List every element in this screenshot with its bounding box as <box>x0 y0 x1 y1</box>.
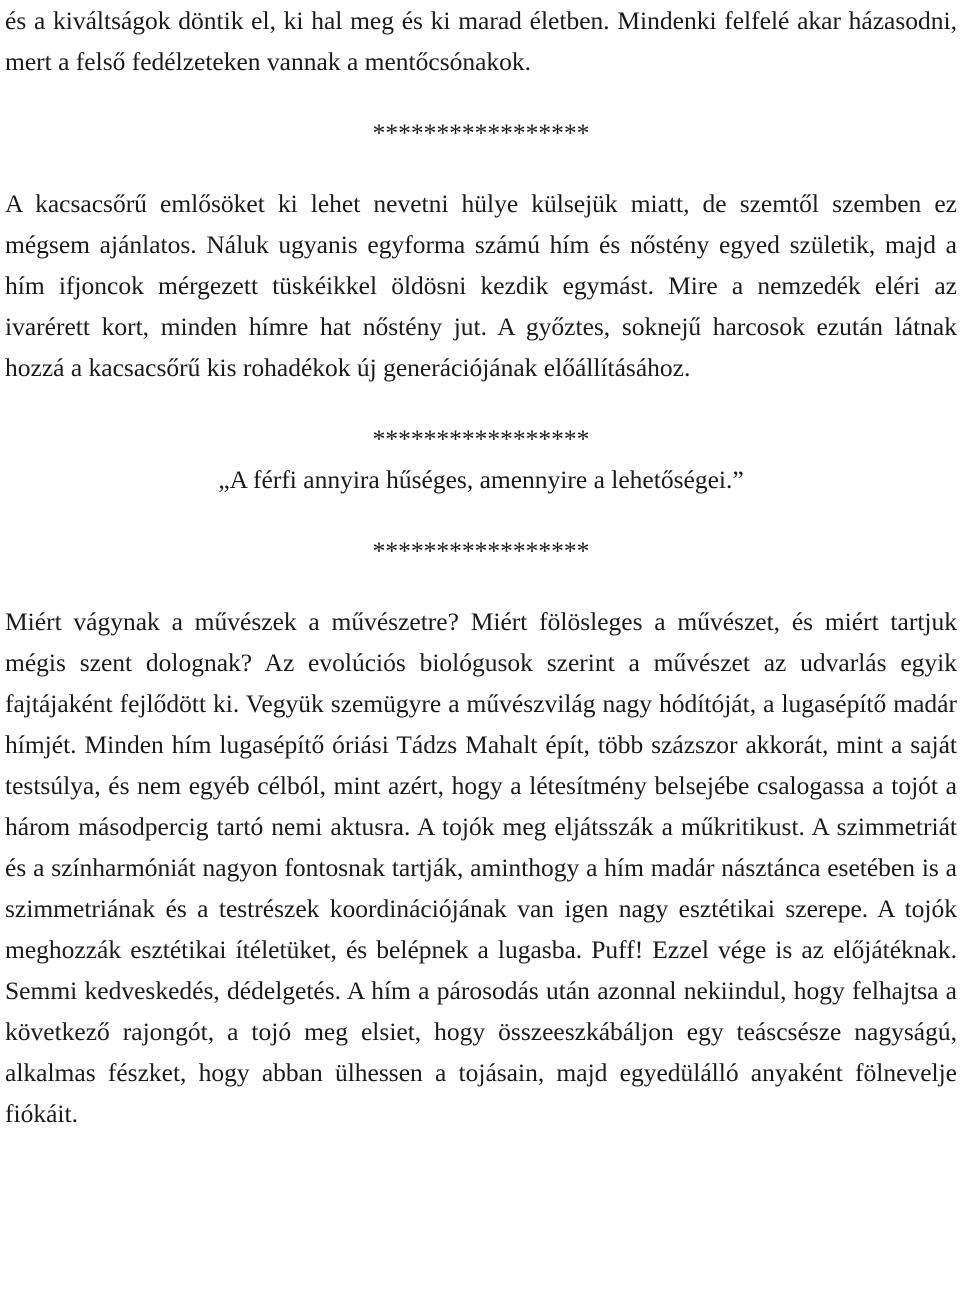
spacer <box>5 571 957 601</box>
paragraph-1: és a kiváltságok döntik el, ki hal meg és ki marad életben. Mindenki felfelé akar házasodni, mert a felső fedélzeteken vannak a mentőcsónakok. <box>5 6 957 76</box>
paragraph-3: Miért vágynak a művészek a művészetre? Miért fölösleges a művészet, és miért tartjuk mégis szent dolognak? Az evolúciós biológusok szerint a művészet az udvarlás egyik fajtájaként fejlődött ki. Vegyük szemügyre a művészvilág nagy hódítóját, a lugasépítő madár hímjét. Minden hím lugasépítő óriási Tádzs Mahalt épít, több százszor akkorát, mint a saját testsúlya, és nem egyéb célból, mint azért, hogy a létesítmény belsejébe csalogassa a tojót a három másodpercig tartó nemi aktusra. A tojók meg eljátsszák a műkritikust. A szimmetriát és a színharmóniát nagyon fontosnak tartják, aminthogy a hím madár násztánca esetében is a szimmetriának és a testrészek koordinációjának van igen nagy esztétikai szerepe. A tojók meghozzák esztétikai ítéletüket, és belépnek a lugasba. Puff! Ezzel vége is az előjátéknak. Semmi kedveskedés, dédelgetés. A hím a párosodás után azonnal nekiindul, hogy felhajtsa a következő rajongót, a tojó meg elsiet, hogy összeeszkábáljon egy teáscsésze nagyságú, alkalmas fészket, hogy abban ülhessen a tojásain, majd egyedülálló anyaként fölnevelje fiókáit. <box>5 607 957 1128</box>
separator-2: ***************** <box>372 424 590 453</box>
separator-3: ***************** <box>372 536 590 565</box>
quote: „A férfi annyira hűséges, amennyire a lehetőségei.” <box>218 465 744 494</box>
spacer <box>5 82 957 112</box>
paragraph-2: A kacsacsőrű emlősöket ki lehet nevetni hülye külsejük miatt, de szemtől szemben ez mégsem ajánlatos. Náluk ugyanis egyforma számú hím és nőstény egyed születik, majd a hím ifjoncok mérgezett tüskéikkel öldösni kezdik egymást. Mire a nemzedék eléri az ivarérett kort, minden hímre hat nőstény jut. A győztes, soknejű harcosok ezután látnak hozzá a kacsacsőrű kis rohadékok új generációjának előállításához. <box>5 189 957 382</box>
spacer <box>5 500 957 530</box>
separator-1: ***************** <box>372 118 590 147</box>
spacer <box>5 153 957 183</box>
spacer <box>5 388 957 418</box>
